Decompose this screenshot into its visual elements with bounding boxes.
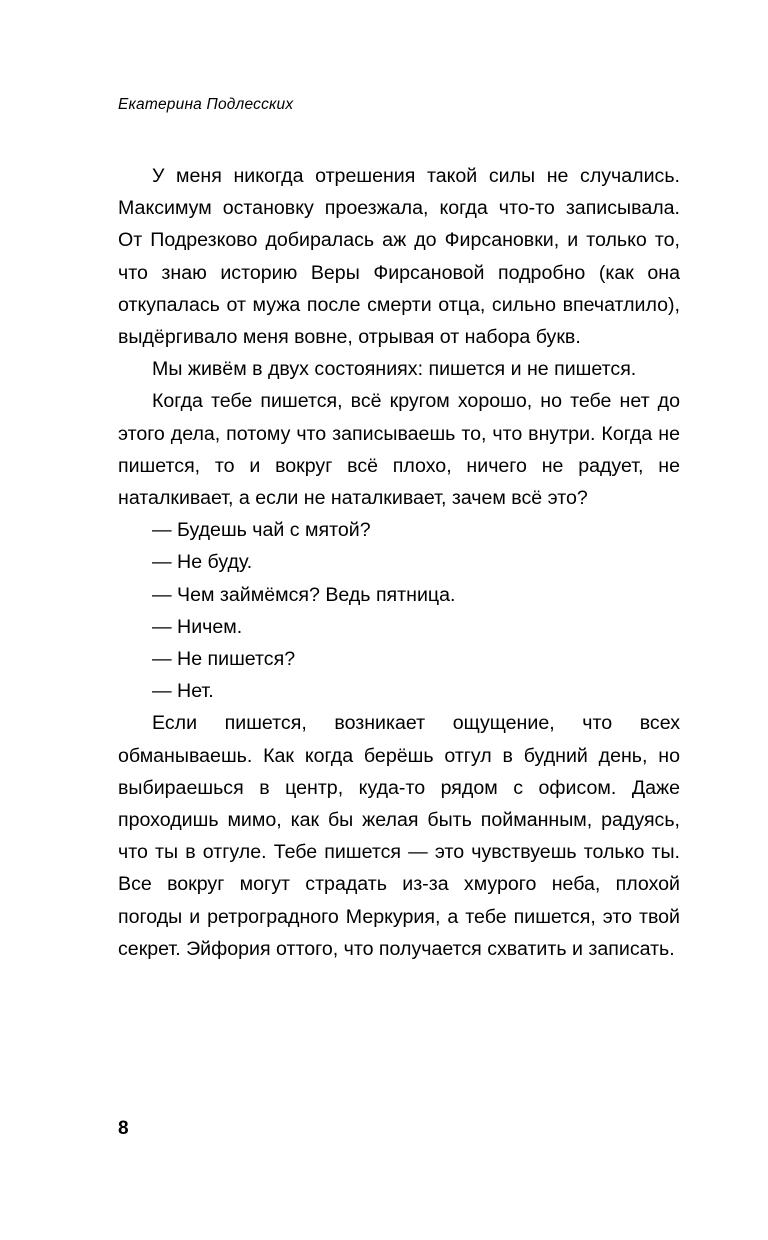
text-paragraph: Когда тебе пишется, всё кругом хорошо, но тебе нет до этого дела, потому что записываешь то, что внутри. Когда не пишется, то и вокруг всё плохо, ничего не радует, не наталкивает, а если не наталкивает, зачем всё это? xyxy=(118,390,680,510)
running-head-author: Екатерина Подлесских xyxy=(118,96,294,113)
text-paragraph: Если пишется, возникает ощущение, что всех обманываешь. Как когда берёшь отгул в будний день, но выбираешься в центр, куда-то рядом с офисом. Даже проходишь мимо, как бы желая быть пойманным, радуясь, что ты в отгуле. Тебе пишется — это чувствуешь только ты. Все вокруг могут страдать из-за хмурого неба, плохой погоды и ретроградного Меркурия, а тебе пишется, это твой секрет. Эйфория оттого, что получается схватить и записать. xyxy=(118,712,680,960)
text-paragraph: У меня никогда отрешения такой силы не случались. Максимум остановку проезжала, когда что-то записывала. От Подрезково добиралась аж до Фирсановки, и только то, что знаю историю Веры Фирсановой подробно (как она откупалась от мужа после смерти отца, сильно впечатлило), выдёргивало меня вовне, отрывая от набора букв. xyxy=(118,165,680,349)
page-number: 8 xyxy=(118,1118,129,1139)
dialogue-line: — Нет. xyxy=(152,680,214,703)
dialogue-line: — Не буду. xyxy=(152,551,253,574)
dialogue-line: — Будешь чай с мятой? xyxy=(152,519,371,542)
body-text xyxy=(118,160,680,965)
dialogue-line: — Не пишется? xyxy=(152,648,296,671)
text-paragraph: Мы живём в двух состояниях: пишется и не пишется. xyxy=(152,358,637,381)
dialogue-line: — Ничем. xyxy=(152,615,243,638)
dialogue-line: — Чем займёмся? Ведь пятница. xyxy=(152,583,456,606)
